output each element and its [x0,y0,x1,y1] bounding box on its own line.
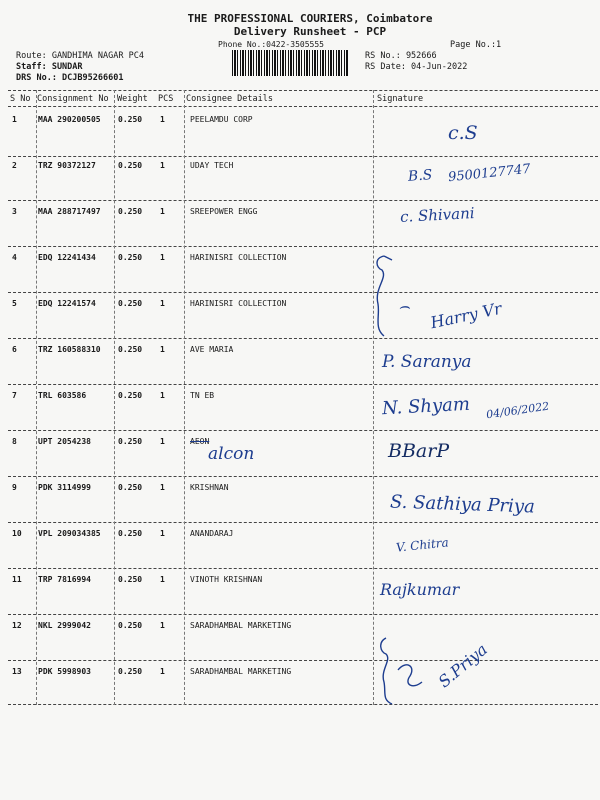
signature-row-2: B.S [407,167,433,185]
row-consignment: VPL 209034385 [38,529,101,538]
phone-note-row-2: 9500127747 [447,161,532,186]
row-pcs: 1 [160,207,165,216]
row-weight: 0.250 [118,667,143,676]
row-consignment: NKL 2999042 [38,621,91,630]
route-label: Route: GANDHIMA NAGAR PC4 [16,51,144,61]
row-sno: 7 [12,391,17,400]
col-header-consignment: Consignment No [37,94,109,104]
row-consignee: SARADHAMBAL MARKETING [190,621,292,630]
row-consignee: UDAY TECH [190,161,234,170]
row-pcs: 1 [160,529,165,538]
row-divider [8,200,598,201]
signature-row-11: Rajkumar [380,580,460,599]
row-divider [8,568,598,569]
drs-number: DRS No.: DCJB95266601 [16,73,124,83]
row-consignee: SREEPOWER ENGG [190,207,258,216]
row-weight: 0.250 [118,115,143,124]
handwritten-note-row-8: alcon [208,444,255,464]
row-consignee: AEON [190,437,210,446]
col-header-weight: Weight [117,94,148,104]
row-pcs: 1 [160,345,165,354]
row-consignment: PDK 5998903 [38,667,91,676]
col-header-consignee: Consignee Details [186,94,273,104]
column-divider [184,90,185,705]
row-pcs: 1 [160,437,165,446]
row-consignment: UPT 2054238 [38,437,91,446]
signature-row-3: c. Shivani [399,204,475,226]
row-weight: 0.250 [118,483,143,492]
row-consignment: TRL 603586 [38,391,87,400]
row-divider [8,522,598,523]
signature-row-5: Harry Vr [428,298,504,333]
row-sno: 4 [12,253,17,262]
row-sno: 8 [12,437,17,446]
signature-row-10: V. Chitra [395,535,450,555]
row-pcs: 1 [160,115,165,124]
staff-label: Staff: SUNDAR [16,62,83,72]
row-sno: 13 [12,667,22,676]
row-weight: 0.250 [118,437,143,446]
signature-row-9: S. Sathiya Priya [389,491,536,518]
row-sno: 10 [12,529,22,538]
row-consignee: SARADHAMBAL MARKETING [190,667,292,676]
bracket-mark [368,248,428,340]
row-weight: 0.250 [118,299,143,308]
row-pcs: 1 [160,575,165,584]
row-sno: 12 [12,621,22,630]
phone-number: Phone No.:0422-3505555 [218,40,324,49]
row-consignment: MAA 288717497 [38,207,101,216]
document-title [160,12,460,38]
rs-date: RS Date: 04-Jun-2022 [365,62,468,72]
row-sno: 1 [12,115,17,124]
row-consignee: KRISHNAN [190,483,229,492]
column-divider [114,90,115,705]
row-sno: 2 [12,161,17,170]
signature-row-13: S.Priya [434,639,491,692]
row-consignee: TN EB [190,391,215,400]
row-consignee: ANANDARAJ [190,529,234,538]
row-weight: 0.250 [118,529,143,538]
row-consignment: MAA 290200505 [38,115,101,124]
row-divider [8,614,598,615]
row-consignee: PEELAMDU CORP [190,115,253,124]
row-pcs: 1 [160,483,165,492]
row-weight: 0.250 [118,253,143,262]
row-pcs: 1 [160,161,165,170]
row-consignee: AVE MARIA [190,345,234,354]
row-consignment: EDQ 12241434 [38,253,96,262]
title-line-1: THE PROFESSIONAL COURIERS, Coimbatore [187,12,433,25]
row-divider [8,384,598,385]
row-weight: 0.250 [118,621,143,630]
row-consignment: TRZ 90372127 [38,161,96,170]
row-consignment: EDQ 12241574 [38,299,96,308]
col-header-signature: Signature [377,94,424,104]
title-line-2: Delivery Runsheet - PCP [233,25,387,38]
row-consignment: TRP 7816994 [38,575,91,584]
header-rule-top [8,90,598,91]
row-divider [8,338,598,339]
row-weight: 0.250 [118,575,143,584]
row-pcs: 1 [160,391,165,400]
row-divider [8,246,598,247]
row-divider [8,430,598,431]
mark-row-5: ⌢ [398,296,410,317]
row-sno: 3 [12,207,17,216]
row-weight: 0.250 [118,207,143,216]
col-header-sno: S No [10,94,31,104]
row-consignee: HARINISRI COLLECTION [190,253,287,262]
barcode [232,50,348,76]
row-consignee: VINOTH KRISHNAN [190,575,263,584]
row-divider [8,476,598,477]
row-sno: 5 [12,299,17,308]
header-rule-bottom [8,106,598,107]
signature-row-7: N. Shyam [381,393,471,420]
row-weight: 0.250 [118,345,143,354]
column-divider [373,90,374,705]
page-number: Page No.:1 [450,40,502,50]
row-consignment: PDK 3114999 [38,483,91,492]
row-divider [8,156,598,157]
rs-number: RS No.: 952666 [365,51,437,61]
row-pcs: 1 [160,667,165,676]
row-sno: 6 [12,345,17,354]
row-sno: 11 [12,575,22,584]
row-divider [8,660,598,661]
row-weight: 0.250 [118,391,143,400]
signature-row-6: P. Saranya [382,352,472,372]
row-weight: 0.250 [118,161,143,170]
column-divider [36,90,37,705]
signature-row-1: c.S [448,122,478,144]
table-bottom-rule [8,704,598,705]
col-header-pcs: PCS [158,94,174,104]
row-consignment: TRZ 160588310 [38,345,101,354]
row-sno: 9 [12,483,17,492]
signature-row-8: BBarP [388,440,450,462]
row-consignee: HARINISRI COLLECTION [190,299,287,308]
date-row-7: 04/06/2022 [485,399,551,422]
row-pcs: 1 [160,299,165,308]
row-pcs: 1 [160,621,165,630]
row-pcs: 1 [160,253,165,262]
row-divider [8,292,598,293]
